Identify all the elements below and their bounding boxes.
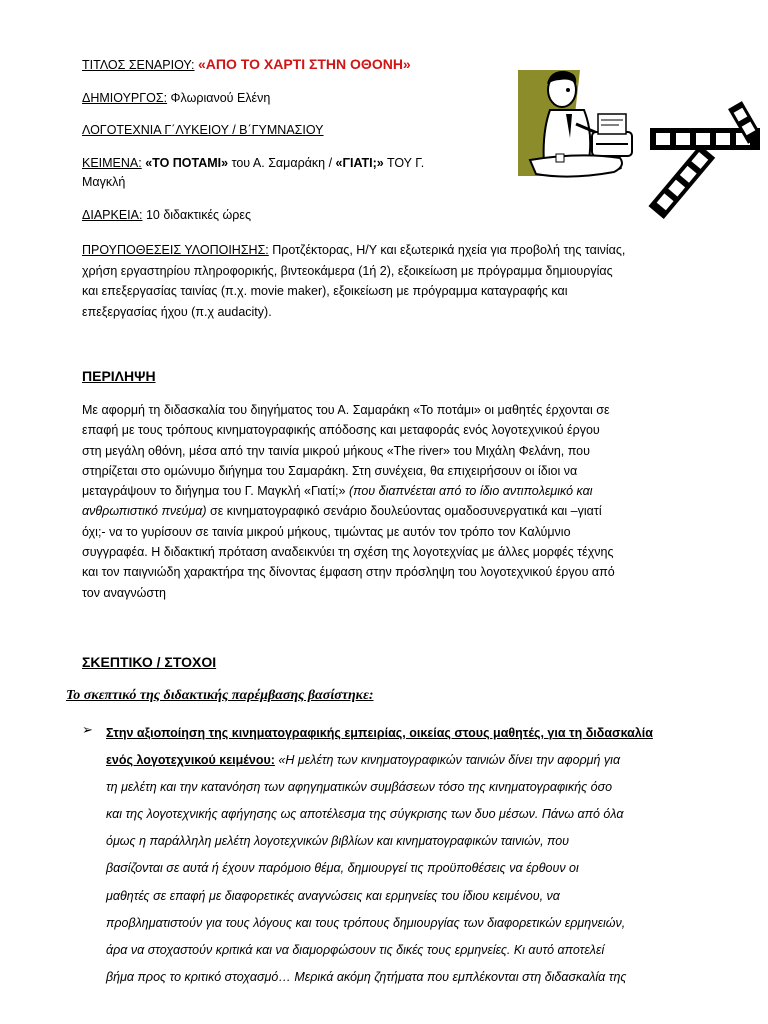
- texts-author-2: ΤΟΥ Γ.: [383, 156, 425, 170]
- summary-line: [82, 501, 704, 521]
- duration-value: 10 διδακτικές ώρες: [142, 208, 251, 222]
- bullet-line: όμως η παράλληλη μελέτη λογοτεχνικών βιβλίων και κινηματογραφικών ταινιών, που: [106, 834, 570, 849]
- creator-line: [82, 90, 270, 106]
- summary-italic: ανθρωπιστικό πνεύμα): [82, 504, 207, 519]
- arrow-bullet-icon: ➢: [82, 722, 93, 737]
- summary-italic: (που διαπνέεται από το ίδιο αντιπολεμικό και: [348, 484, 593, 499]
- prerequisites: [82, 240, 702, 322]
- texts-story-2: «ΓΙΑΤΙ;»: [335, 156, 384, 170]
- summary-line: στηρίζεται στο ομώνυμο διήγημα του Σαμαράκη. Στη συνέχεια, θα επιχειρήσουν οι ίδιοι να: [82, 463, 578, 478]
- typewriter-writer-illustration: [510, 40, 760, 230]
- bullet-emphasis: Στην αξιοποίηση της κινηματογραφικής εμπειρίας, οικείας στους μαθητές, για τη διδασκαλία: [106, 726, 653, 740]
- bullet-line: μαθητές σε επαφή με διαφορετικές αναγνώσεις και ερμηνείες του ίδιου κειμένου, να: [106, 888, 560, 903]
- film-strip-icon: [648, 101, 760, 219]
- rationale-subheading: Το σκεπτικό της διδακτικής παρέμβασης βασίστηκε:: [66, 688, 374, 703]
- bullet-line: βήμα προς το κριτικό στοχασμό… Μερικά ακόμη ζητήματα που εμπλέκονται στη διδασκαλία της: [106, 969, 627, 984]
- prereq-line-1: Προτζέκτορας, Η/Υ και εξωτερικά ηχεία για προβολή της ταινίας,: [268, 243, 626, 257]
- title-line: [82, 56, 411, 73]
- title-label: ΤΙΤΛΟΣ ΣΕΝΑΡΙΟΥ:: [82, 58, 195, 72]
- bullet-line: [106, 747, 710, 774]
- bullet-body: [106, 720, 710, 991]
- texts-label: ΚΕΙΜΕΝΑ:: [82, 156, 142, 170]
- summary-heading: ΠΕΡΙΛΗΨΗ: [82, 368, 156, 384]
- prereq-line-4: επεξεργασίας ήχου (π.χ audacity).: [82, 304, 272, 319]
- texts-line-2: Μαγκλή: [82, 175, 126, 189]
- summary-paragraph: [82, 400, 704, 603]
- bullet-quote: «Η μελέτη των κινηματογραφικών ταινιών δίνει την αφορμή για: [274, 753, 621, 768]
- bullet-line: άρα να στοχαστούν κριτικά και να διαμορφώσουν τις δικές τους ερμηνείες. Κι αυτό αποτελεί: [106, 942, 605, 957]
- duration-label: ΔΙΑΡΚΕΙΑ:: [82, 208, 143, 222]
- summary-text: σε κινηματογραφικό σενάριο δουλεύοντας ομαδοσυνεργατικά και –γιατί: [206, 504, 602, 519]
- prereq-line-2: χρήση εργαστηρίου πληροφορικής, βιντεοκάμερα (1ή 2), εξοικείωση με πρόγραμμα δημιουργίας: [82, 263, 613, 278]
- course-line: ΛΟΓΟΤΕΧΝΙΑ Γ΄ΛΥΚΕΙΟΥ / Β΄ΓΥΜΝΑΣΙΟΥ: [82, 123, 324, 137]
- creator-value: Φλωριανού Ελένη: [167, 91, 271, 105]
- summary-line: Με αφορμή τη διδασκαλία του διηγήματος του Α. Σαμαράκη «Το ποτάμι» οι μαθητές έρχονται σε: [82, 403, 610, 417]
- summary-line: συγγραφέα. Η διδακτική πρόταση αναδεικνύει τη σχέση της λογοτεχνίας με άλλες μορφές τέχνης: [82, 545, 614, 560]
- texts-line: [82, 155, 424, 171]
- summary-line: τον αναγνώστη: [82, 585, 167, 600]
- title-value: «ΑΠΟ ΤΟ ΧΑΡΤΙ ΣΤΗΝ ΟΘΟΝΗ»: [198, 56, 411, 72]
- texts-story-1: «ΤΟ ΠΟΤΑΜΙ»: [141, 156, 229, 170]
- summary-line: επαφή με τους τρόπους κινηματογραφικής απόδοσης και μεταφοράς ενός λογοτεχνικού έργου: [82, 423, 600, 438]
- duration-line: [82, 207, 251, 223]
- summary-line: [82, 481, 704, 501]
- summary-line: όχι;- να το γυρίσουν σε ταινία μικρού μήκους, τιμώντας με αυτόν τον τρόπο τον Καλύμνιο: [82, 524, 571, 539]
- bullet-emphasis: ενός λογοτεχνικού κειμένου:: [106, 753, 275, 768]
- bullet-line: τη μελέτη και την κατανόηση των αφηγηματικών συμβάσεων τόσο της κινηματογραφικής όσο: [106, 780, 613, 795]
- texts-author-1: του Α. Σαμαράκη /: [228, 156, 336, 170]
- bullet-line: βασίζονται σε αυτά ή έχουν παρόμοιο θέμα, δημιουργεί τις προϋποθέσεις να έρθουν οι: [106, 861, 579, 876]
- prereq-line-3: και επεξεργασίας ταινίας (π.χ. movie maker), εξοικείωση με πρόγραμμα καταγραφής και: [82, 284, 568, 298]
- summary-line: στη μεγάλη οθόνη, μέσα από την ταινία μικρού μήκους «The river» του Μιχάλη Φελάνη, που: [82, 443, 590, 458]
- summary-line: και τον παιγνιώδη χαρακτήρα της δίνοντας έμφαση στην πρόσληψη του λογοτεχνικού έργου από: [82, 565, 615, 580]
- creator-label: ΔΗΜΙΟΥΡΓΟΣ:: [82, 91, 168, 105]
- bullet-line: και της λογοτεχνικής αφήγησης ως αποτέλεσμα της σύγκρισης των δυο μέσων. Πάνω από όλα: [106, 807, 624, 822]
- bullet-line: προβληματιστούν για τους λόγους και τους τρόπους δημιουργίας των διαφορετικών ερμηνειών,: [106, 915, 626, 930]
- rationale-heading: ΣΚΕΠΤΙΚΟ / ΣΤΟΧΟΙ: [82, 654, 217, 670]
- prereq-label: ΠΡΟΥΠΟΘΕΣΕΙΣ ΥΛΟΠΟΙΗΣΗΣ:: [82, 243, 269, 257]
- summary-text: μεταγράψουν το διήγημα του Γ. Μαγκλή «Γιατί;»: [82, 484, 349, 499]
